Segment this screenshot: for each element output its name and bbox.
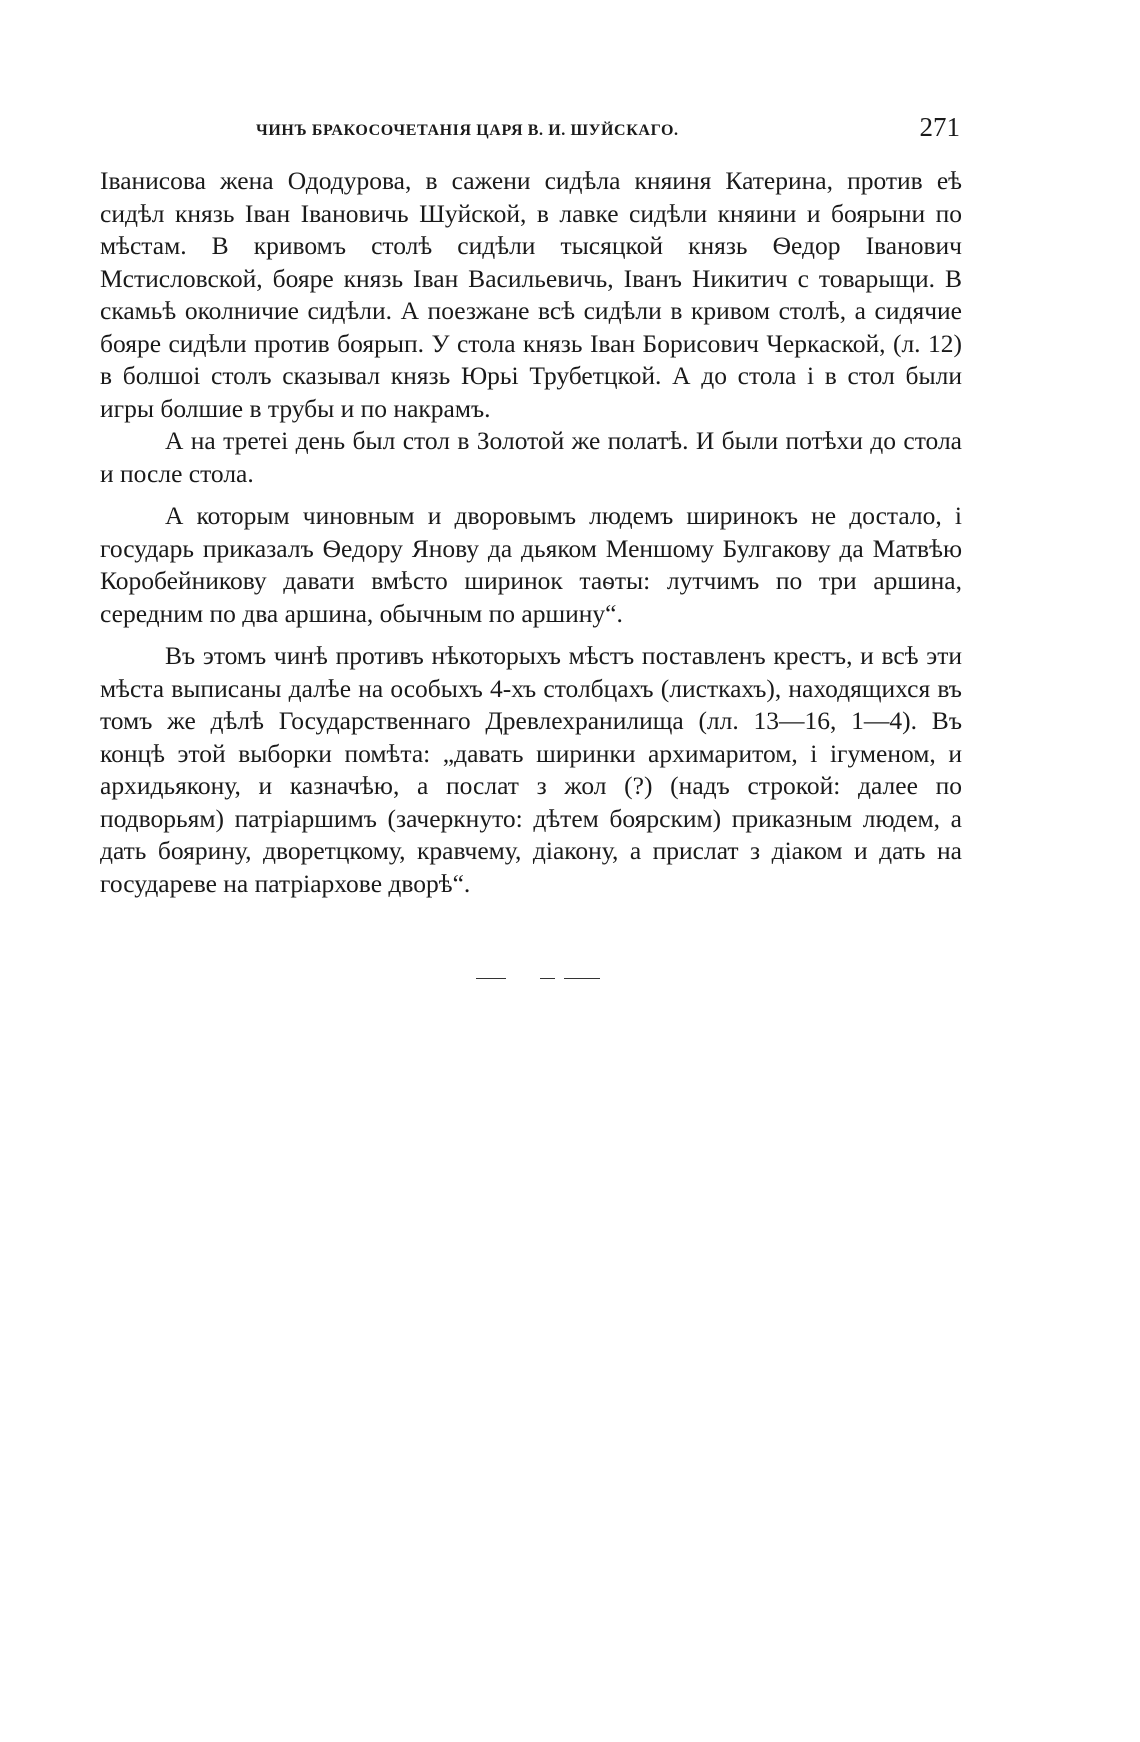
body-text xyxy=(100,165,962,900)
section-end-rule xyxy=(540,978,555,979)
section-end-rule xyxy=(476,978,506,979)
paragraph-2: А на третеі день был стол в Золотой же полатѣ. И были потѣхи до стола и после стола. xyxy=(100,426,962,488)
running-head xyxy=(100,112,960,152)
running-title: ЧИНЪ БРАКОСОЧЕТАНІЯ ЦАРЯ В. И. ШУЙСКАГО. xyxy=(256,122,679,139)
paragraph-3: А которым чиновным и дворовымъ людемъ ширинокъ не достало, і государь приказалъ Ѳедору Янову да дьяком Меншому Булгакову да Матвѣю Коробейникову давати вмѣсто ширинок таѳты: лутчимъ по три аршина, середним по два аршина, обычным по аршину“. xyxy=(100,501,962,628)
page-number: 271 xyxy=(919,112,960,142)
paragraph-4: Въ этомъ чинѣ противъ нѣкоторыхъ мѣстъ поставленъ крестъ, и всѣ эти мѣста выписаны далѣе на особыхъ 4-хъ столбцахъ (листкахъ), находящихся въ томъ же дѣлѣ Государственнаго Древлехранилища (лл. 13—16, 1—4). Въ концѣ этой выборки помѣта: „давать ширинки архимаритом, і ігуменом, и архидьякону, и казначѣю, а послат з жол (?) (надъ строкой: далее по подворьям) патріаршимъ (зачеркнуто: дѣтем боярским) приказным людем, а дать боярину, дворетцкому, кравчему, діакону, а прислат з діаком и дать на государеве на патріархове дворѣ“. xyxy=(100,641,962,898)
section-end-rule xyxy=(564,978,600,979)
paragraph-1: Іванисова жена Ододурова, в сажени сидѣла княиня Катерина, против еѣ сидѣл князь Іван Івановичь Шуйской, в лавке сидѣли княини и боярыни по мѣстам. В кривомъ столѣ сидѣли тысяцкой князь Ѳедор Іванович Мстисловской, бояре князь Іван Васильевичь, Іванъ Никитич с товарыщи. В скамьѣ околничие сидѣли. А поезжане всѣ сидѣли в кривом столѣ, а сидячие бояре сидѣли против боярып. У стола князь Іван Борисович Черкаской, (л. 12) в болшоі столъ сказывал князь Юрьі Трубетцкой. А до стола і в стол были игры болшие в трубы и по накрамъ. xyxy=(100,166,962,423)
